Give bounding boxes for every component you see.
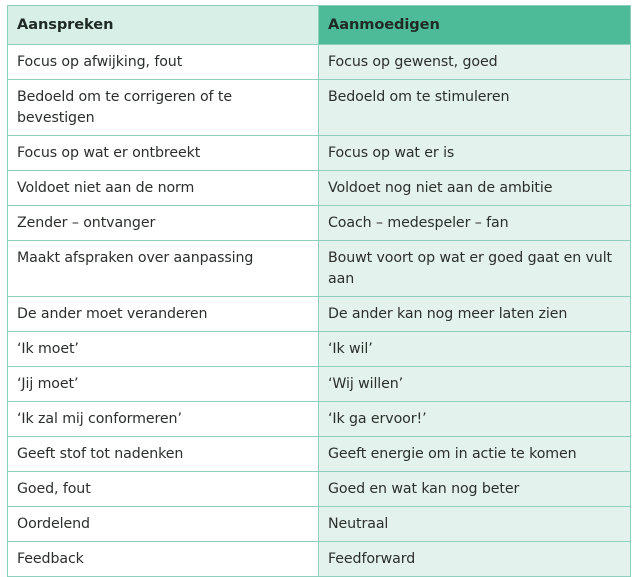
- table-row: [8, 45, 631, 80]
- cell-aanspreken: ‘Jij moet’: [8, 367, 319, 402]
- cell-aanmoedigen: ‘Ik wil’: [319, 332, 631, 367]
- comparison-table: [7, 5, 631, 577]
- cell-aanmoedigen: Feedforward: [319, 542, 631, 577]
- cell-aanspreken: Voldoet niet aan de norm: [8, 171, 319, 206]
- table-row: [8, 402, 631, 437]
- cell-aanspreken: Oordelend: [8, 507, 319, 542]
- cell-aanmoedigen: Bedoeld om te stimuleren: [319, 80, 631, 136]
- cell-aanspreken: Focus op wat er ontbreekt: [8, 136, 319, 171]
- cell-aanmoedigen: Focus op wat er is: [319, 136, 631, 171]
- cell-aanspreken: Focus op afwijking, fout: [8, 45, 319, 80]
- cell-aanmoedigen: Bouwt voort op wat er goed gaat en vult aan: [319, 241, 631, 297]
- cell-aanspreken: Zender – ontvanger: [8, 206, 319, 241]
- cell-aanspreken: Maakt afspraken over aanpassing: [8, 241, 319, 297]
- cell-aanmoedigen: Neutraal: [319, 507, 631, 542]
- table-header-row: [8, 6, 631, 45]
- table-row: [8, 80, 631, 136]
- comparison-table-container: [7, 5, 630, 577]
- table-row: [8, 542, 631, 577]
- table-row: [8, 367, 631, 402]
- table-row: [8, 241, 631, 297]
- cell-aanspreken: Feedback: [8, 542, 319, 577]
- table-row: [8, 437, 631, 472]
- table-row: [8, 136, 631, 171]
- table-row: [8, 507, 631, 542]
- cell-aanmoedigen: Focus op gewenst, goed: [319, 45, 631, 80]
- cell-aanspreken: Geeft stof tot nadenken: [8, 437, 319, 472]
- cell-aanmoedigen: ‘Wij willen’: [319, 367, 631, 402]
- cell-aanmoedigen: Geeft energie om in actie te komen: [319, 437, 631, 472]
- table-row: [8, 171, 631, 206]
- table-row: [8, 206, 631, 241]
- table-row: [8, 472, 631, 507]
- cell-aanspreken: De ander moet veranderen: [8, 297, 319, 332]
- table-row: [8, 332, 631, 367]
- cell-aanmoedigen: Voldoet nog niet aan de ambitie: [319, 171, 631, 206]
- cell-aanspreken: ‘Ik zal mij conformeren’: [8, 402, 319, 437]
- table-row: [8, 297, 631, 332]
- header-aanspreken: Aanspreken: [8, 6, 319, 45]
- cell-aanmoedigen: De ander kan nog meer laten zien: [319, 297, 631, 332]
- header-aanmoedigen: Aanmoedigen: [319, 6, 631, 45]
- cell-aanmoedigen: Goed en wat kan nog beter: [319, 472, 631, 507]
- cell-aanspreken: ‘Ik moet’: [8, 332, 319, 367]
- cell-aanspreken: Bedoeld om te corrigeren of te bevestigen: [8, 80, 319, 136]
- cell-aanspreken: Goed, fout: [8, 472, 319, 507]
- cell-aanmoedigen: Coach – medespeler – fan: [319, 206, 631, 241]
- cell-aanmoedigen: ‘Ik ga ervoor!’: [319, 402, 631, 437]
